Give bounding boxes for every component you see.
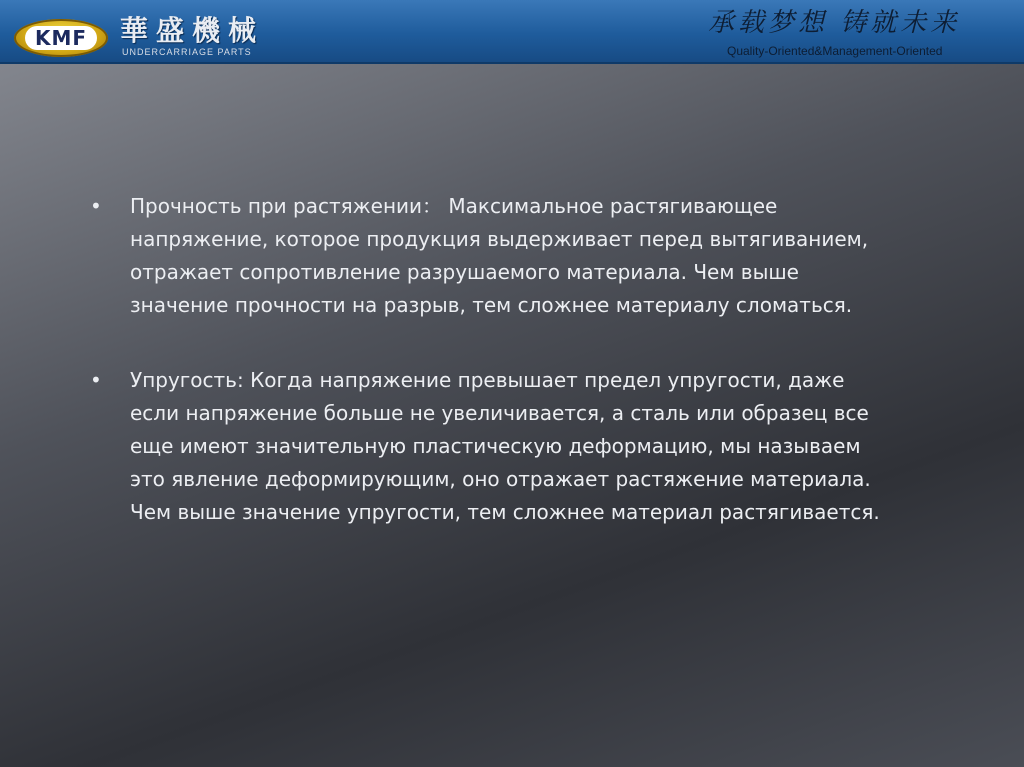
bullet-tensile-strength: [90, 190, 880, 322]
bullet-text: Прочность при растяжении： Максимальное растягивающее напряжение, которое продукция выдерживает перед вытягиванием, отражает сопротивление разрушаемого материала. Чем выше значение прочности на разрыв, тем сложнее материалу сломаться.: [130, 194, 869, 317]
logo-text: KMF: [34, 26, 88, 50]
bullet-elasticity: [90, 364, 880, 529]
slogan-en: Quality-Oriented&Management-Oriented: [727, 44, 943, 58]
kmf-logo: [14, 19, 108, 57]
logo-inner-plate: [25, 26, 97, 50]
bullet-marker: •: [90, 368, 102, 392]
brand-name-cn: 華盛機械: [120, 14, 265, 47]
slide-content: [90, 190, 880, 571]
bullet-text: Упругость: Когда напряжение превышает предел упругости, даже если напряжение больше не увеличивается, а сталь или образец все еще имеют значительную пластическую деформацию, мы называем это явление деформирующим, оно отражает растяжение материала. Чем выше значение упругости, тем сложнее материал растягивается.: [130, 368, 880, 524]
header-bar: [0, 0, 1024, 64]
brand-subtitle: UNDERCARRIAGE PARTS: [122, 47, 252, 57]
slogan-cn: 承载梦想 铸就未来: [708, 8, 961, 38]
bullet-marker: •: [90, 194, 102, 218]
